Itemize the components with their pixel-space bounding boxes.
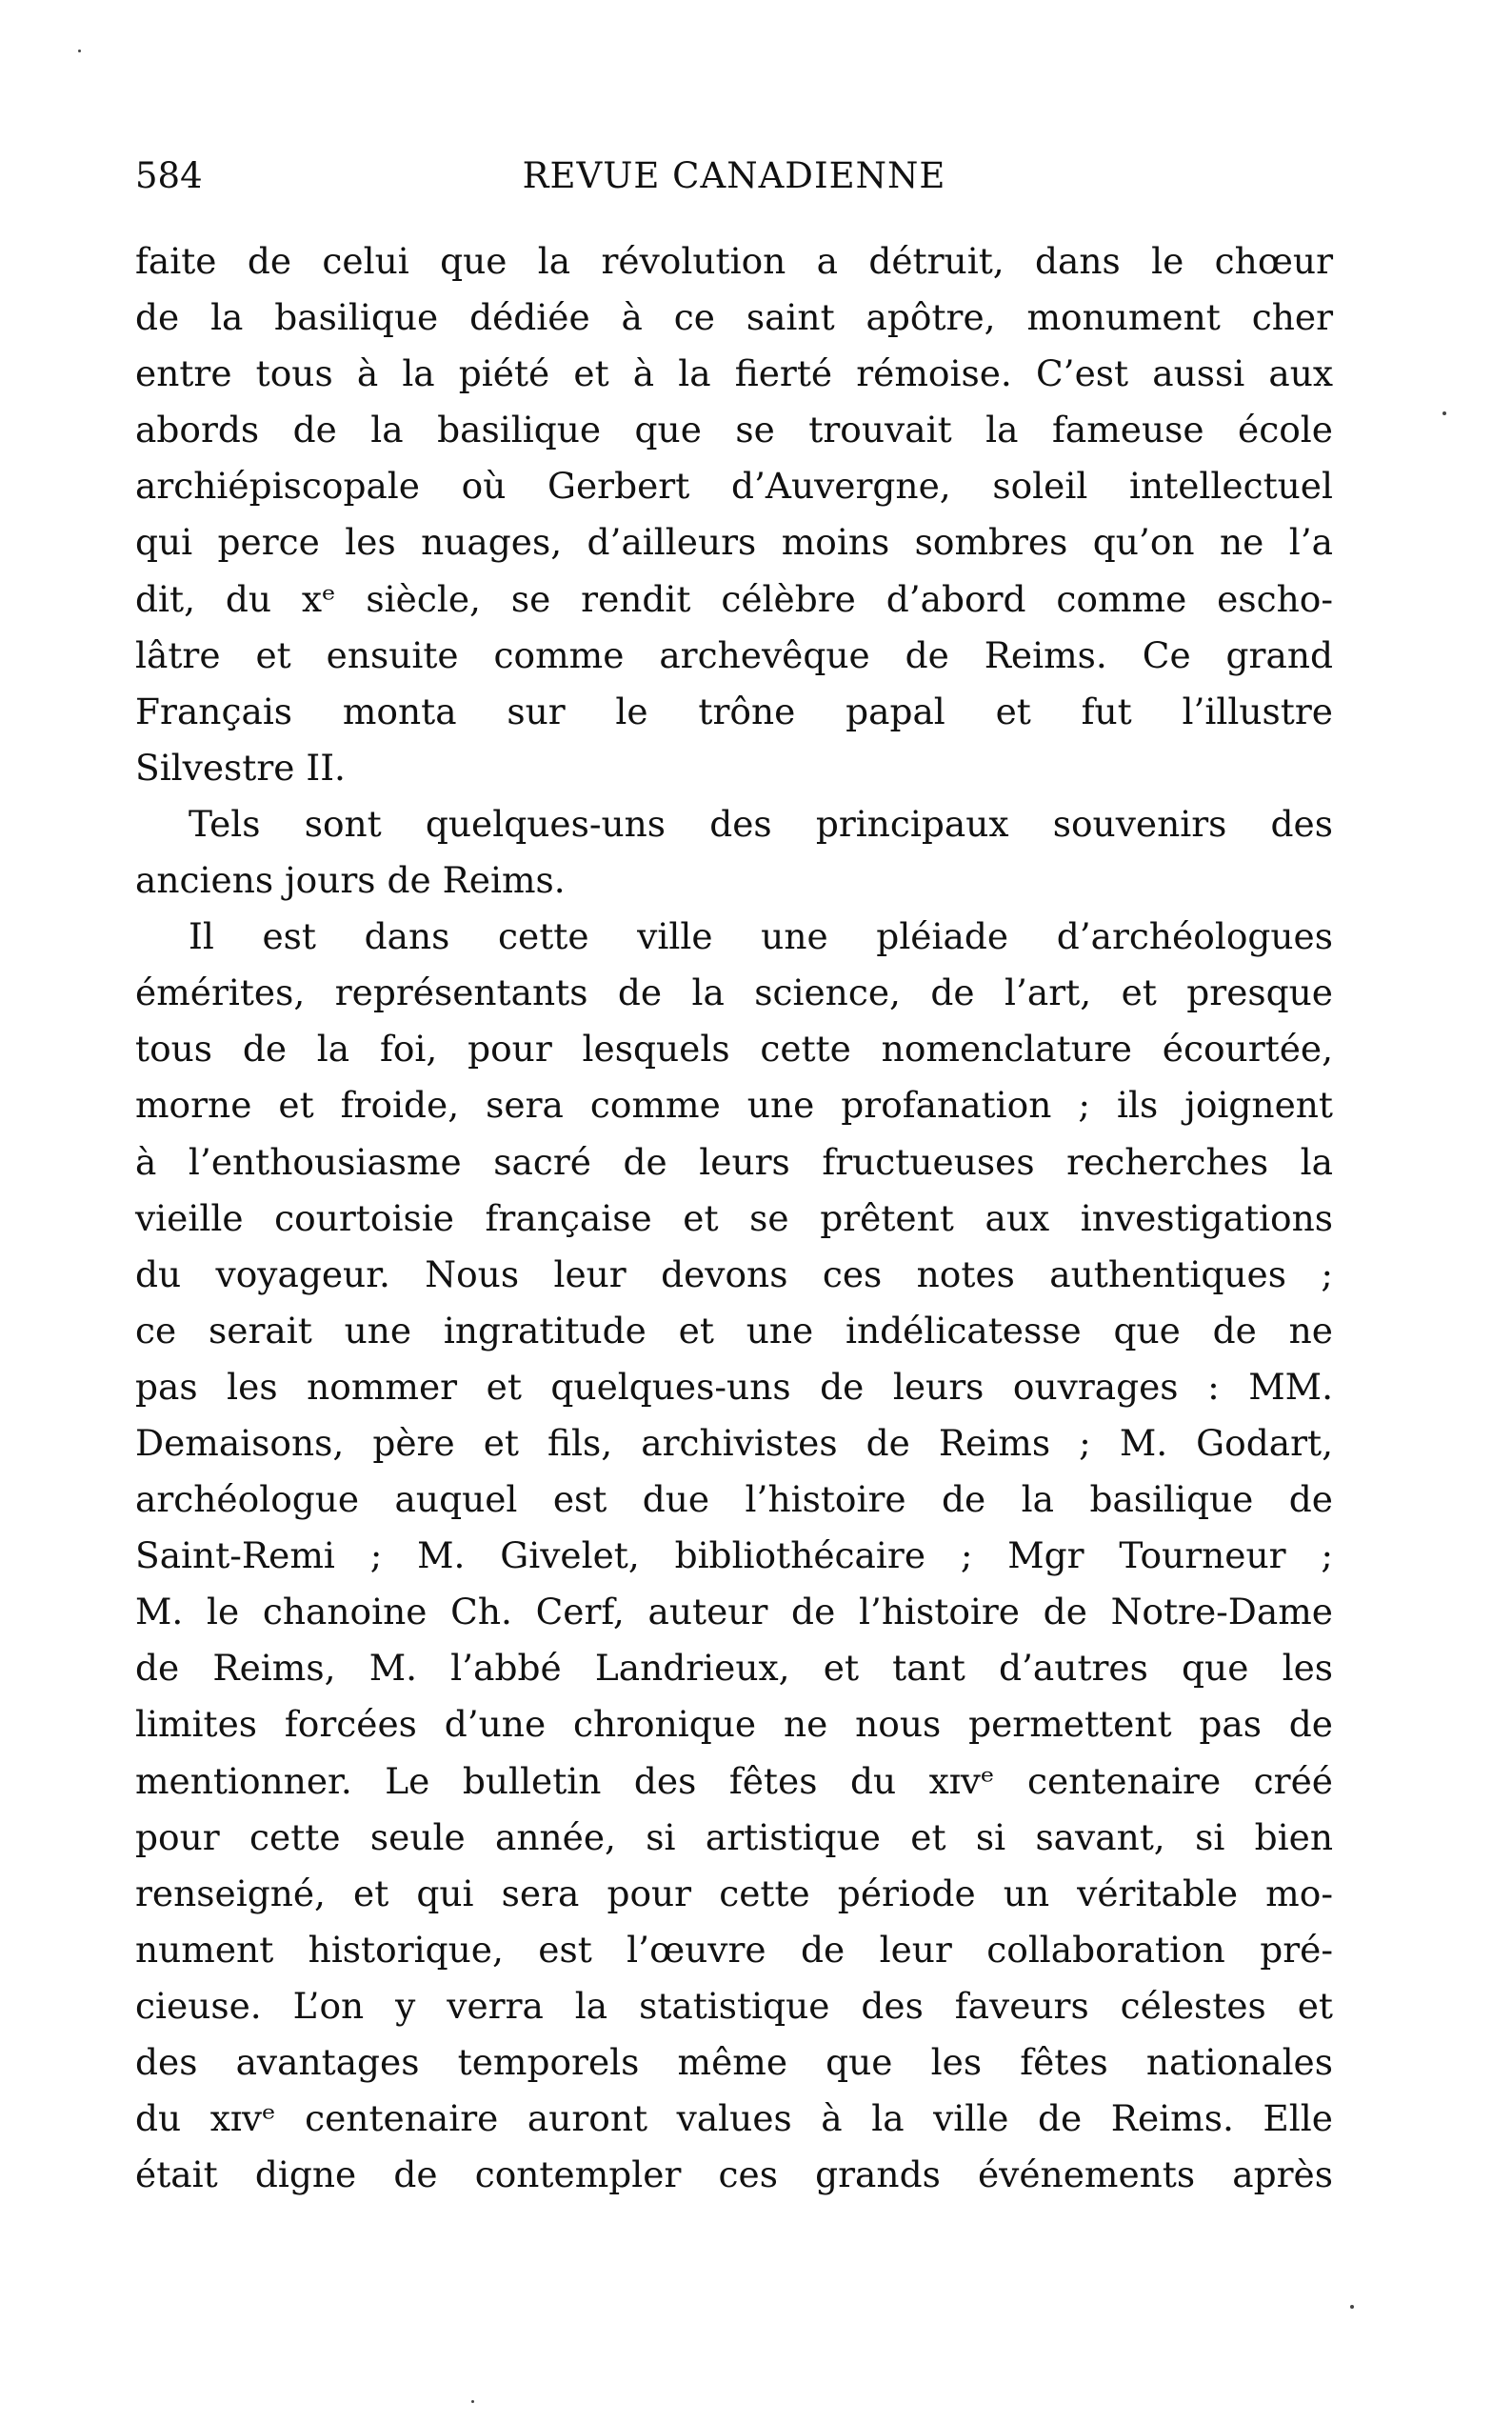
text-line: M. le chanoine Ch. Cerf, auteur de l’histoire de Notre-Dame [135, 1591, 1333, 1633]
scan-speck [1350, 2305, 1354, 2309]
text-line: Saint-Remi ; M. Givelet, bibliothécaire ; Mgr Tourneur ; [135, 1534, 1333, 1577]
text-line: lâtre et ensuite comme archevêque de Reims. Ce grand [135, 633, 1333, 676]
text-line: Demaisons, père et fils, archivistes de Reims ; M. Godart, [135, 1421, 1333, 1464]
text-line: qui perce les nuages, d’ailleurs moins sombres qu’on ne l’a [135, 521, 1333, 564]
text-line: dit, du xᵉ siècle, se rendit célèbre d’abord comme escho- [135, 577, 1333, 620]
text-line: limites forcées d’une chronique ne nous permettent pas de [135, 1703, 1333, 1746]
text-line: du voyageur. Nous leur devons ces notes authentiques ; [135, 1252, 1333, 1295]
text-line: Il est dans cette ville une pléiade d’archéologues [189, 915, 1333, 958]
text-line: faite de celui que la révolution a détruit, dans le chœur [135, 240, 1333, 282]
text-line: était digne de contempler ces grands événements après [135, 2153, 1333, 2196]
text-line: de Reims, M. l’abbé Landrieux, et tant d’autres que les [135, 1647, 1333, 1690]
scan-speck [1442, 411, 1446, 415]
text-line: nument historique, est l’œuvre de leur collaboration pré- [135, 1928, 1333, 1971]
text-line: anciens jours de Reims. [135, 859, 566, 902]
page-number: 584 [135, 155, 203, 196]
text-line: abords de la basilique que se trouvait la fameuse école [135, 409, 1333, 451]
text-line: archéologue auquel est due l’histoire de la basilique de [135, 1478, 1333, 1521]
text-line: des avantages temporels même que les fêtes nationales [135, 2041, 1333, 2083]
text-line: pas les nommer et quelques-uns de leurs ouvrages : MM. [135, 1365, 1333, 1408]
text-line: Silvestre II. [135, 746, 346, 789]
text-line: pour cette seule année, si artistique et si savant, si bien [135, 1815, 1333, 1858]
running-head [135, 148, 1333, 205]
text-line: cieuse. L’on y verra la statistique des faveurs célestes et [135, 1984, 1333, 2027]
text-line: à l’enthousiasme sacré de leurs fructueuses recherches la [135, 1140, 1333, 1183]
journal-title: REVUE CANADIENNE [522, 155, 946, 196]
text-line: morne et froide, sera comme une profanation ; ils joignent [135, 1084, 1333, 1127]
text-line: entre tous à la piété et à la fierté rémoise. C’est aussi aux [135, 352, 1333, 395]
text-line: du xɪᴠᵉ centenaire auront values à la ville de Reims. Elle [135, 2097, 1333, 2140]
text-line: de la basilique dédiée à ce saint apôtre, monument cher [135, 296, 1333, 339]
text-line: vieille courtoisie française et se prêtent aux investigations [135, 1196, 1333, 1239]
body-text [135, 233, 1333, 2203]
text-line: renseigné, et qui sera pour cette période un véritable mo- [135, 1872, 1333, 1914]
text-line: Français monta sur le trône papal et fut l’illustre [135, 690, 1333, 732]
scan-speck [471, 2400, 474, 2403]
text-line: émérites, représentants de la science, de l’art, et presque [135, 971, 1333, 1014]
text-line: archiépiscopale où Gerbert d’Auvergne, soleil intellectuel [135, 465, 1333, 508]
scan-speck [78, 50, 81, 52]
text-line: Tels sont quelques-uns des principaux souvenirs des [189, 802, 1333, 845]
text-line: tous de la foi, pour lesquels cette nomenclature écourtée, [135, 1028, 1333, 1071]
text-line: ce serait une ingratitude et une indélicatesse que de ne [135, 1309, 1333, 1352]
text-line: mentionner. Le bulletin des fêtes du xɪᴠᵉ centenaire créé [135, 1759, 1333, 1802]
